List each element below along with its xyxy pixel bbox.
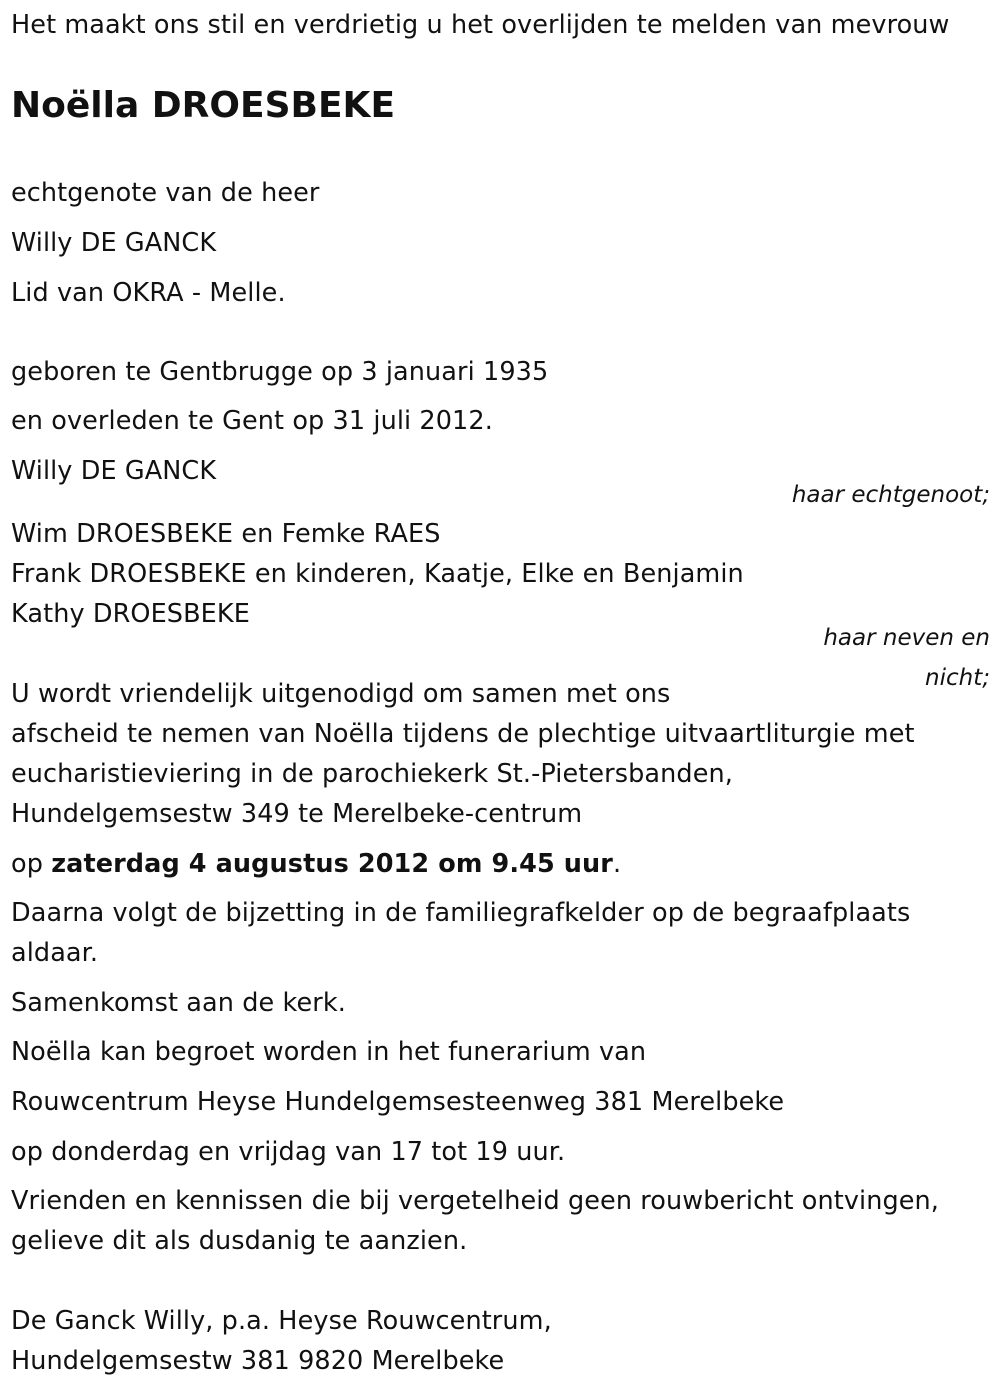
invitation-line: afscheid te nemen van Noëlla tijdens de plechtige uitvaartliturgie met	[11, 719, 915, 749]
invitation-line: Hundelgemsestw 349 te Merelbeke-centrum	[11, 799, 583, 829]
relatives-role-line1: haar neven en	[823, 625, 990, 651]
intro-text: Het maakt ons stil en verdrietig u het overlijden te melden van mevrouw	[11, 10, 950, 40]
membership-text: Lid van OKRA - Melle.	[11, 278, 286, 308]
birth-text: geboren te Gentbrugge op 3 januari 1935	[11, 357, 549, 387]
deceased-name: Noëlla DROESBEKE	[11, 85, 396, 126]
date-bold: zaterdag 4 augustus 2012 om 9.45 uur	[51, 849, 613, 879]
spouse-name: Willy DE GANCK	[11, 228, 217, 258]
notice-line: gelieve dit als dusdanig te aanzien.	[11, 1226, 468, 1256]
relatives-role-line2: nicht;	[925, 665, 990, 691]
funeral-home: Rouwcentrum Heyse Hundelgemsesteenweg 381 Merelbeke	[11, 1087, 785, 1117]
invitation-line: U wordt vriendelijk uitgenodigd om samen met ons	[11, 679, 671, 709]
viewing-intro: Noëlla kan begroet worden in het funerarium van	[11, 1037, 647, 1067]
invitation-line: eucharistieviering in de parochiekerk St.-Pietersbanden,	[11, 759, 733, 789]
date-suffix: .	[612, 849, 622, 879]
spouse-intro: echtgenote van de heer	[11, 178, 320, 208]
relative-line: Wim DROESBEKE en Femke RAES	[11, 519, 441, 549]
date-prefix: op	[11, 849, 52, 879]
burial-line: Daarna volgt de bijzetting in de familiegrafkelder op de begraafplaats	[11, 898, 911, 928]
viewing-times: op donderdag en vrijdag van 17 tot 19 uur.	[11, 1137, 566, 1167]
husband-role: haar echtgenoot;	[791, 482, 990, 508]
relative-line: Kathy DROESBEKE	[11, 599, 250, 629]
family-husband: Willy DE GANCK	[11, 456, 217, 486]
address-line: De Ganck Willy, p.a. Heyse Rouwcentrum,	[11, 1306, 552, 1336]
gathering-text: Samenkomst aan de kerk.	[11, 988, 346, 1018]
notice-line: Vrienden en kennissen die bij vergetelheid geen rouwbericht ontvingen,	[11, 1186, 940, 1216]
death-text: en overleden te Gent op 31 juli 2012.	[11, 406, 493, 436]
service-date	[11, 849, 621, 879]
address-line: Hundelgemsestw 381 9820 Merelbeke	[11, 1346, 505, 1376]
relative-line: Frank DROESBEKE en kinderen, Kaatje, Elke en Benjamin	[11, 559, 744, 589]
burial-line: aldaar.	[11, 938, 99, 968]
